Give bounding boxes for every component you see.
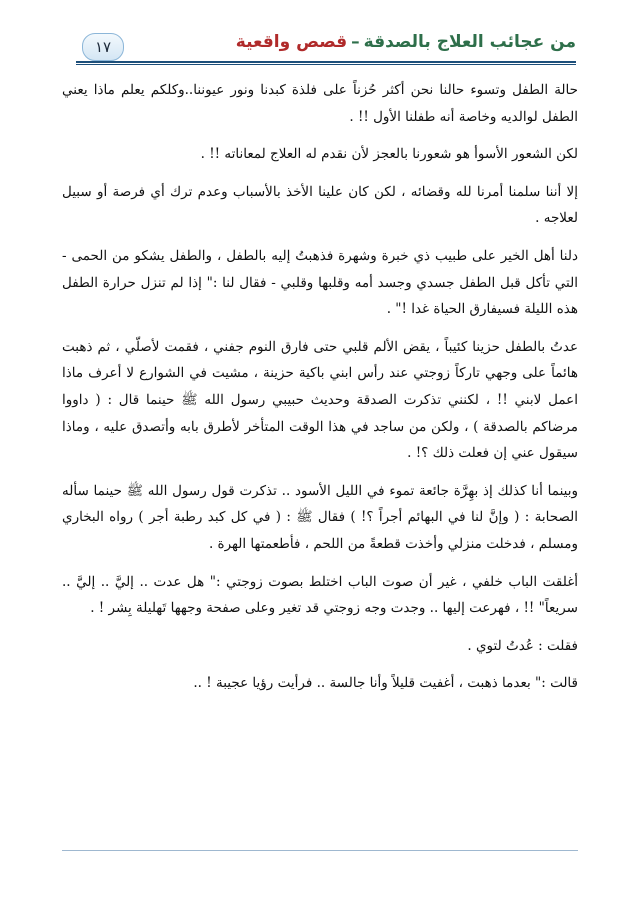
paragraph-5: عدتُ بالطفل حزينا كئيباً ، يقض الألم قلبي حتى فارق النوم جفني ، فقمت لأصلّي ، ثم ذهبت هائماً على وجهي تاركاً زوجتي عند رأس ابني باكية حزينة ، مشيت في الشوارع لا أعرف ماذا اعمل لابني !! ، لكنني تذكرت الصدقة وحديث حبيبي رسول الله ﷺ حينما قال : ( داووا مرضاكم بالصدقة ) ، ولكن من ساجد في هذا الوقت المتأخر لأطرق بابه وأتصدق عليه ، وماذا سيقول عني إن فعلت ذلك ؟! . [62,338,578,462]
paragraph-6: وبينما أنا كذلك إذ بهِرَّة جائعة تموء في الليل الأسود .. تذكرت قول رسول الله ﷺ حينما سأله الصحابة : ( وإنَّ لنا في البهائم أجراً ؟! ) فقال ﷺ : ( في كل كبد رطبة أجر ) رواه البخاري ومسلم ، فدخلت منزلي وأخذت قطعةً من اللحم ، فأطعمتها الهرة . [62,482,578,552]
paragraph-3: إلا أننا سلمنا أمرنا لله وقضائه ، لكن كان علينا الأخذ بالأسباب وعدم ترك أي فرصة أو سبيل لعلاجه . [62,183,578,227]
paragraph-7: أغلقت الباب خلفي ، غير أن صوت الباب اختلط بصوت زوجتي :" هل عدت .. إليَّ .. إليَّ .. سريعاً" !! ، فهرعت إليها .. وجدت وجه زوجتي قد تغير وعلى صفحة وجهها تَهليلة بِشر ! . [62,573,578,617]
page-number-badge [82,33,124,61]
paragraph-1: حالة الطفل وتسوء حالنا نحن أكثر حُزناً على فلذة كبدنا ونور عيوننا..وكلكم يعلم ماذا يعني الطفل لوالديه وخاصة أنه طفلنا الأول !! . [62,82,578,125]
header-rule [76,61,576,65]
running-title-sub: قصص واقعية [235,32,348,52]
running-title [236,32,576,52]
page-header [76,30,576,66]
paragraph-2: لكن الشعور الأسوأ هو شعورنا بالعجز لأن نقدم له العلاج لمعاناته !! . [200,146,578,163]
footer-rule [62,850,578,851]
running-title-main: من عجائب العلاج بالصدقة [363,32,576,52]
paragraph-8: فقلت : عُدتُ لتوي . [467,637,578,654]
paragraph-9: قالت :" بعدما ذهبت ، أغفيت قليلاً وأنا جالسة .. فرأيت رؤيا عجيبة ! .. [193,675,578,692]
paragraph-4: دلنا أهل الخير على طبيب ذي خبرة وشهرة فذهبتُ إليه بالطفل ، والطفل يشكو من الحمى - التي تأكل قبل الطفل جسدي وجسد أمه وقلبها وقلبي - فقال لنا :" إذا لم تنزل حرارة الطفل هذه الليلة فسيفارق الحياة غدا !" . [62,247,578,318]
running-title-separator: – [351,32,360,52]
page-number: ١٧ [94,38,112,56]
body-text [62,77,578,697]
